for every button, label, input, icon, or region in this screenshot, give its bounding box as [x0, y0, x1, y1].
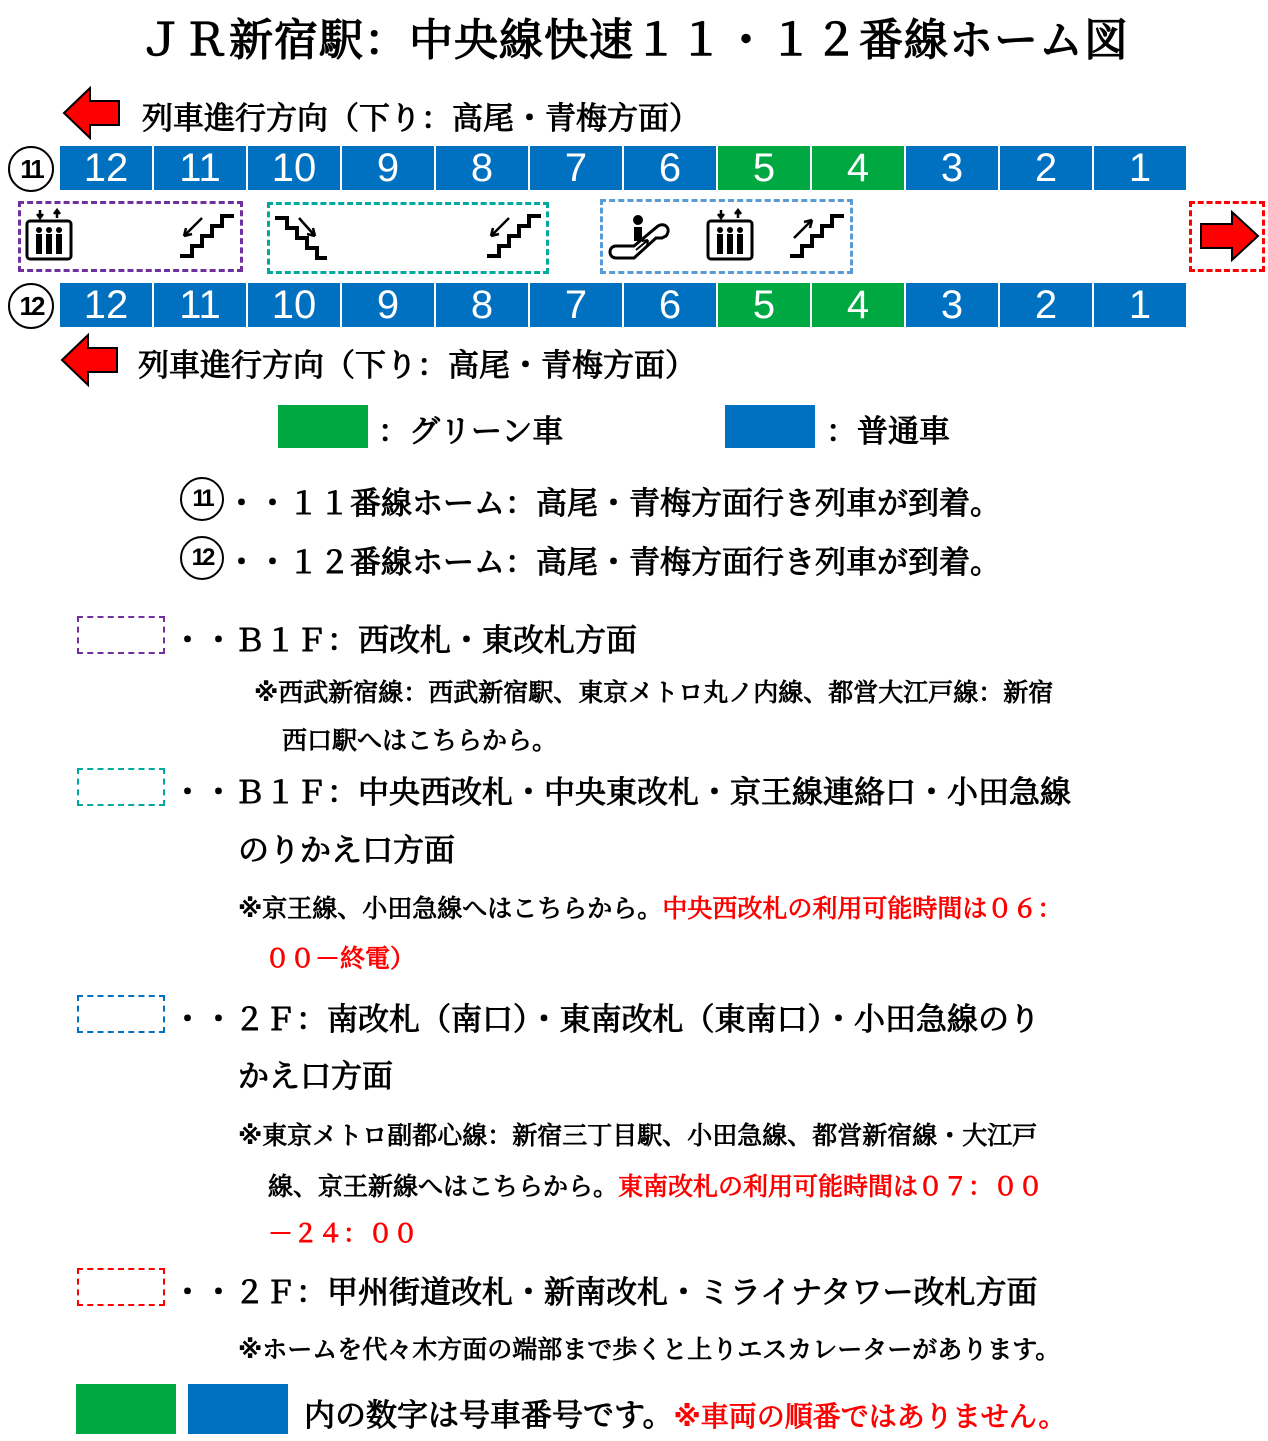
car-11: 11	[154, 283, 246, 327]
legend-green-label: ：グリーン車	[378, 414, 564, 450]
exit-hours-note: 中央西改札の利用可能時間は０６：	[662, 894, 1063, 923]
stairs-down-icon	[485, 212, 547, 260]
teal-legend-box	[77, 768, 165, 806]
footer-text: 内の数字は号車番号です。	[304, 1398, 674, 1434]
exit-note: ※東京メトロ副都心線：新宿三丁目駅、小田急線、都営新宿線・大江戸	[238, 1121, 1038, 1150]
exit-b1f-west-east: ・・Ｂ１Ｆ：西改札・東改札方面	[172, 623, 637, 659]
exit-hours-note: ００－終電）	[265, 944, 416, 973]
exit-note: ※京王線、小田急線へはこちらから。	[238, 894, 663, 923]
platform-11-note: ・・１１番線ホーム：高尾・青梅方面行き列車が到着。	[226, 486, 1001, 522]
car-6: 6	[624, 146, 716, 190]
car-2: 2	[1000, 283, 1092, 327]
platform-12-badge: 12	[180, 536, 224, 580]
car-9: 9	[342, 283, 434, 327]
purple-legend-box	[77, 616, 165, 654]
exit-hours-note: －２４：００	[268, 1219, 419, 1248]
exit-2f-koshu: ・・２Ｆ：甲州街道改札・新南改札・ミライナタワー改札方面	[172, 1275, 1038, 1311]
car-5: 5	[718, 283, 810, 327]
platform-11-badge: 11	[8, 146, 54, 192]
car-6: 6	[624, 283, 716, 327]
exit-note: ※西武新宿線：西武新宿駅、東京メトロ丸ノ内線、都営大江戸線：新宿	[254, 678, 1054, 707]
car-3: 3	[906, 146, 998, 190]
elevator-icon	[705, 208, 757, 262]
car-12: 12	[60, 146, 152, 190]
car-8: 8	[436, 146, 528, 190]
car-4: 4	[812, 146, 904, 190]
red-legend-box	[77, 1268, 165, 1306]
right-arrow-icon	[1198, 210, 1260, 262]
platform-12-cars	[60, 283, 1186, 327]
exit-2f-south: ・・２Ｆ：南改札（南口）・東南改札（東南口）・小田急線のり	[172, 1002, 1040, 1038]
car-5: 5	[718, 146, 810, 190]
car-12: 12	[60, 283, 152, 327]
legend-regular-label: ：普通車	[826, 414, 950, 450]
platform-11-cars	[60, 146, 1186, 190]
exit-2f-south-cont: かえ口方面	[238, 1059, 393, 1095]
car-7: 7	[530, 146, 622, 190]
platform-12-badge: 12	[8, 283, 54, 329]
elevator-icon	[24, 208, 76, 262]
car-2: 2	[1000, 146, 1092, 190]
platform-12-note: ・・１２番線ホーム：高尾・青梅方面行き列車が到着。	[226, 545, 1001, 581]
page-title: ＪＲ新宿駅：中央線快速１１・１２番線ホーム図	[139, 15, 1129, 66]
car-3: 3	[906, 283, 998, 327]
car-10: 10	[248, 283, 340, 327]
exit-note: 西口駅へはこちらから。	[282, 726, 558, 755]
car-4: 4	[812, 283, 904, 327]
legend-green-swatch	[278, 405, 368, 448]
footer-warning: ※車両の順番ではありません。	[673, 1400, 1067, 1433]
exit-b1f-central: ・・Ｂ１Ｆ：中央西改札・中央東改札・京王線連絡口・小田急線	[172, 775, 1071, 811]
stairs-down-icon	[178, 212, 240, 260]
blue-legend-box	[77, 995, 165, 1033]
direction-text-bottom: 列車進行方向（下り：高尾・青梅方面）	[138, 348, 696, 384]
stairs-up-icon	[788, 212, 850, 260]
car-1: 1	[1094, 146, 1186, 190]
car-10: 10	[248, 146, 340, 190]
car-11: 11	[154, 146, 246, 190]
stairs-down-icon	[273, 214, 335, 262]
escalator-up-icon	[606, 210, 678, 262]
left-arrow-icon	[60, 333, 120, 387]
exit-note: 線、京王新線へはこちらから。	[268, 1172, 619, 1201]
car-9: 9	[342, 146, 434, 190]
direction-text-top: 列車進行方向（下り：高尾・青梅方面）	[142, 101, 700, 137]
car-1: 1	[1094, 283, 1186, 327]
platform-11-badge: 11	[180, 477, 224, 521]
car-7: 7	[530, 283, 622, 327]
exit-note: ※ホームを代々木方面の端部まで歩くと上りエスカレーターがあります。	[238, 1335, 1061, 1364]
left-arrow-icon	[62, 86, 122, 140]
legend-regular-swatch	[725, 405, 815, 448]
car-8: 8	[436, 283, 528, 327]
exit-hours-note: 東南改札の利用可能時間は０７：００	[618, 1172, 1044, 1201]
footer-green-swatch	[76, 1384, 176, 1434]
footer-blue-swatch	[188, 1384, 288, 1434]
exit-b1f-central-cont: のりかえ口方面	[238, 833, 455, 869]
